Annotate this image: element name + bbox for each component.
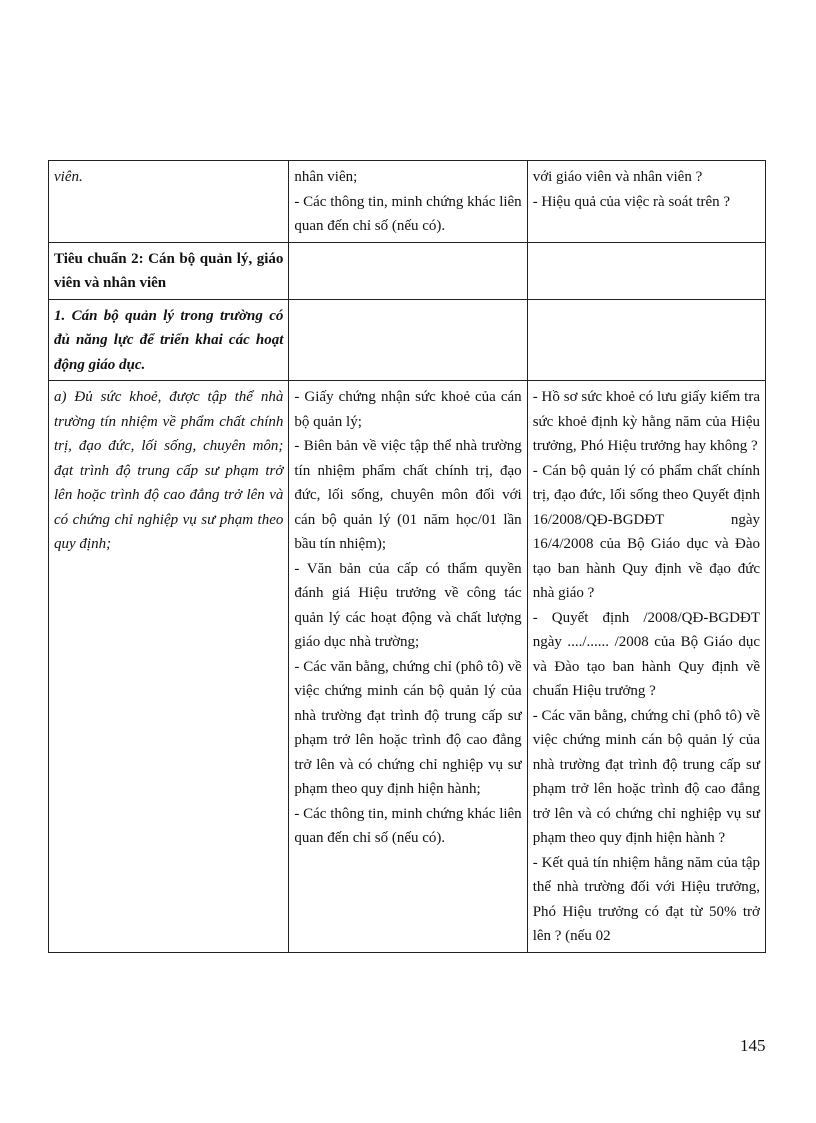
table-row bbox=[49, 161, 766, 243]
cell-text: nhân viên; bbox=[294, 169, 358, 185]
criterion-heading-cell bbox=[49, 299, 289, 381]
evidence-cell bbox=[289, 161, 527, 243]
standard-heading-cell bbox=[49, 242, 289, 299]
cell-text: - Các văn bằng, chứng chỉ (phô tô) về việc chứng minh cán bộ quản lý của nhà trường đạt trình độ trung cấp sư phạm trở lên hoặc trình độ cao đẳng trở lên và có chứng chỉ nghiệp vụ sư phạm theo quy định hiện hành; bbox=[294, 658, 522, 797]
cell-text: - Biên bản về việc tập thể nhà trường tín nhiệm phẩm chất chính trị, đạo đức, lối sống, chuyên môn đối với cán bộ quản lý (01 năm học/01 lần bầu tín nhiệm); bbox=[294, 438, 522, 552]
cell-text: - Cán bộ quản lý có phẩm chất chính trị, đạo đức, lối sống theo Quyết định 16/2008/QĐ-BGDĐT ngày 16/4/2008 của Bộ Giáo dục và Đào tạo ban hành Quy định về đạo đức nhà giáo ? bbox=[532, 462, 760, 601]
cell-text: - Các thông tin, minh chứng khác liên quan đến chỉ số (nếu có). bbox=[294, 193, 522, 234]
cell-text: - Kết quả tín nhiệm hằng năm của tập thể nhà trường đối với Hiệu trưởng, Phó Hiệu trưởng có đạt từ 50% trở lên ? (nếu 02 bbox=[532, 854, 760, 944]
question-cell bbox=[527, 242, 765, 299]
cell-text: - Giấy chứng nhận sức khoẻ của cán bộ quản lý; bbox=[294, 389, 522, 430]
cell-text: - Hồ sơ sức khoẻ có lưu giấy kiểm tra sức khoẻ định kỳ hằng năm của Hiệu trưởng, Phó Hiệu trưởng hay không ? bbox=[532, 389, 760, 454]
cell-text: - Hiệu quả của việc rà soát trên ? bbox=[532, 193, 731, 210]
standard-heading: Tiêu chuẩn 2: Cán bộ quản lý, giáo viên và nhân viên bbox=[54, 250, 284, 291]
cell-text: - Các thông tin, minh chứng khác liên quan đến chỉ số (nếu có). bbox=[294, 805, 522, 846]
page-number: 145 bbox=[740, 1036, 766, 1055]
question-cell bbox=[527, 299, 765, 381]
table-row bbox=[49, 299, 766, 381]
evidence-cell bbox=[289, 299, 527, 381]
cell-text: - Các văn bằng, chứng chỉ (phô tô) về việc chứng minh cán bộ quản lý của nhà trường đạt trình độ trung cấp sư phạm trở lên hoặc trình độ cao đẳng trở lên và có chứng chỉ nghiệp vụ sư phạm theo quy định hiện hành ? bbox=[532, 707, 760, 846]
criterion-cell bbox=[49, 161, 289, 243]
cell-text: viên. bbox=[54, 169, 83, 185]
cell-text: với giáo viên và nhân viên ? bbox=[532, 169, 703, 185]
cell-text: - Văn bản của cấp có thẩm quyền đánh giá Hiệu trưởng về công tác quản lý các hoạt động và chất lượng giáo dục nhà trường; bbox=[294, 560, 522, 650]
table-row bbox=[49, 242, 766, 299]
evidence-cell bbox=[289, 242, 527, 299]
evidence-cell bbox=[289, 381, 527, 953]
criteria-table bbox=[48, 160, 766, 953]
indicator-text: a) Đủ sức khoẻ, được tập thể nhà trường tín nhiệm về phẩm chất chính trị, đạo đức, lối sống, chuyên môn; đạt trình độ trung cấp sư phạm trở lên hoặc trình độ cao đẳng trở lên và có chứng chỉ nghiệp vụ sư phạm theo quy định; bbox=[54, 389, 284, 552]
question-cell bbox=[527, 161, 765, 243]
question-cell bbox=[527, 381, 765, 953]
indicator-cell bbox=[49, 381, 289, 953]
criterion-heading: 1. Cán bộ quản lý trong trường có đủ năng lực để triển khai các hoạt động giáo dục. bbox=[54, 307, 284, 373]
cell-text: - Quyết định /2008/QĐ-BGDĐT ngày ..../...... /2008 của Bộ Giáo dục và Đào tạo ban hành Quy định về chuẩn Hiệu trưởng ? bbox=[532, 609, 760, 699]
table-row bbox=[49, 381, 766, 953]
